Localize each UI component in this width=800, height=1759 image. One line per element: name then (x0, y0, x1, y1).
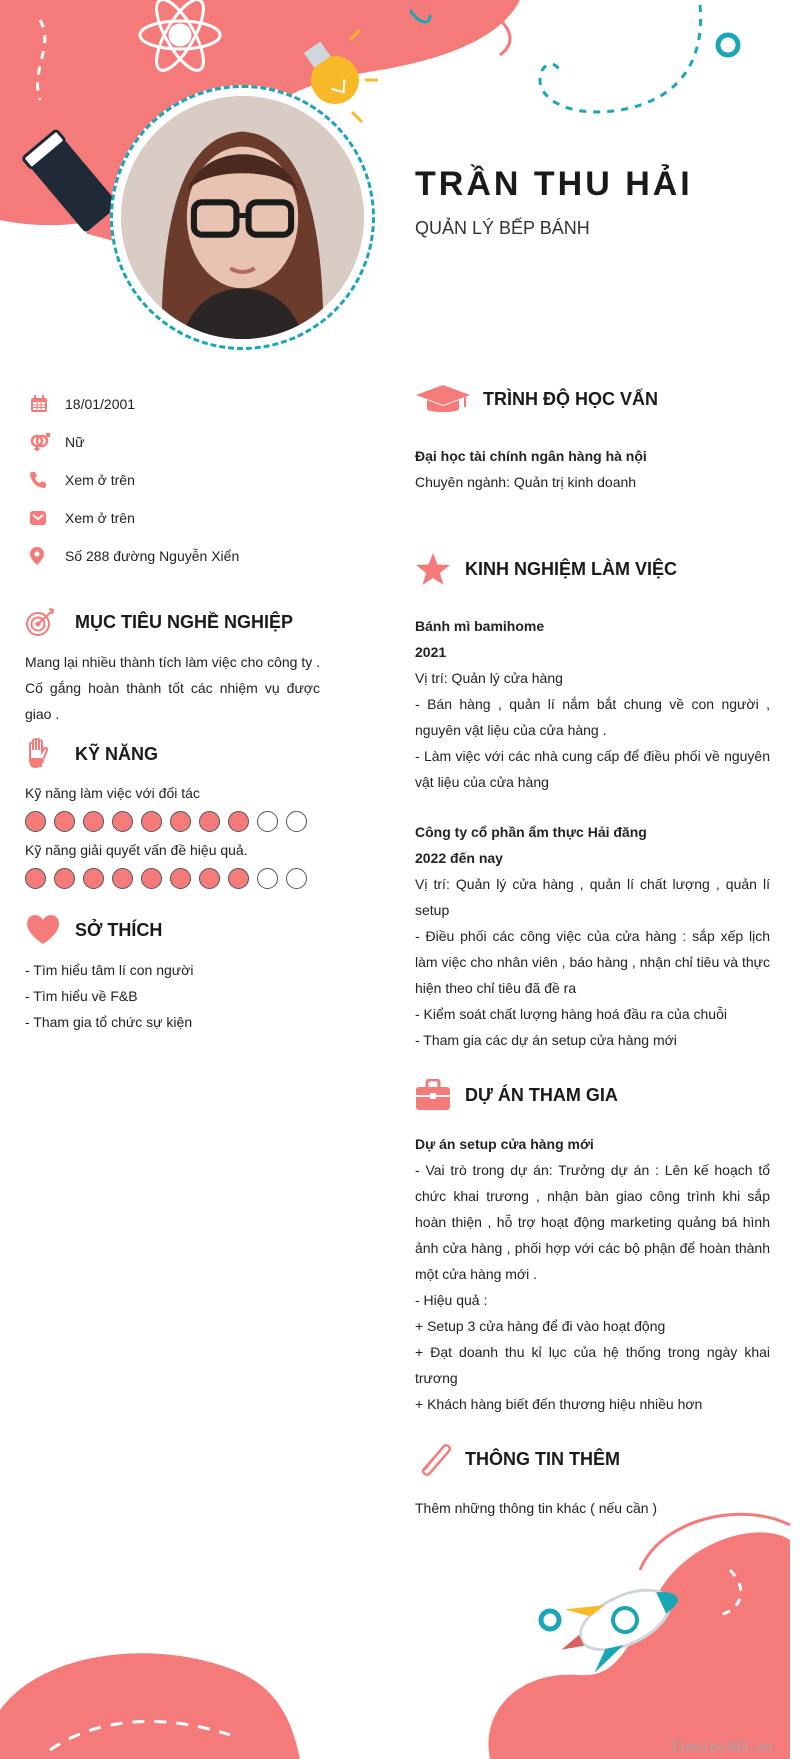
rating-dot (286, 811, 307, 832)
job-period: 2022 đến nay (415, 850, 503, 866)
rating-dot (25, 811, 46, 832)
projects-title: DỰ ÁN THAM GIA (465, 1084, 618, 1105)
star-icon (415, 552, 465, 586)
job-line: Vị trí: Quản lý cửa hàng (415, 670, 563, 686)
target-icon (25, 606, 75, 638)
job-company: Bánh mì bamihome (415, 618, 545, 634)
skill-rating (25, 811, 320, 832)
rating-dot (199, 868, 220, 889)
rating-dot (83, 811, 104, 832)
rating-dot (257, 868, 278, 889)
brand-watermark: Timviec365.vn (670, 1740, 772, 1755)
rating-dot (170, 868, 191, 889)
briefcase-icon (415, 1079, 465, 1111)
additional-heading (415, 1435, 770, 1483)
gender-icon (25, 432, 65, 452)
rating-dot (199, 811, 220, 832)
hobbies-heading (25, 909, 320, 951)
skill-item-2 (25, 842, 320, 889)
birthday-value: 18/01/2001 (65, 396, 136, 412)
experience-heading (415, 545, 770, 593)
project-line: + Khách hàng biết đến thương hiệu nhiều hơn (415, 1396, 703, 1412)
rating-dot (83, 868, 104, 889)
profile-photo (121, 96, 364, 339)
skill-label: Kỹ năng giải quyết vấn đề hiệu quả. (25, 842, 248, 858)
job-line: Vị trí: Quản lý cửa hàng , quản lí chất lượng , quản lí setup (415, 876, 770, 918)
graduation-cap-icon (415, 383, 483, 415)
hobbies-list (25, 957, 320, 1035)
hobby-item: - Tìm hiểu tâm lí con người (25, 962, 194, 978)
rating-dot (141, 811, 162, 832)
job-line: - Làm việc với các nhà cung cấp để điều phối về nguyên vật liệu của cửa hàng (415, 748, 770, 790)
job-line: - Bán hàng , quản lí nắm bắt chung về con người , nguyên vật liệu của cửa hàng . (415, 696, 770, 738)
contact-email (25, 499, 320, 537)
hobby-item: - Tìm hiểu về F&B (25, 988, 138, 1004)
education-title: TRÌNH ĐỘ HỌC VẤN (483, 388, 658, 409)
rating-dot (141, 868, 162, 889)
contact-address (25, 537, 320, 575)
top-decoration (0, 0, 800, 320)
additional-title: THÔNG TIN THÊM (465, 1448, 620, 1469)
heart-icon (25, 914, 75, 946)
calendar-icon (25, 394, 65, 414)
additional-text: Thêm những thông tin khác ( nếu cần ) (415, 1500, 658, 1516)
job-line: - Điều phối các công việc của cửa hàng : sắp xếp lịch làm việc cho nhân viên , báo hàng , nhận chỉ tiêu và thực hiện theo chỉ tiêu đã đề ra (415, 928, 770, 996)
school-name: Đại học tài chính ngân hàng hà nội (415, 448, 647, 464)
hobby-item: - Tham gia tổ chức sự kiện (25, 1014, 193, 1030)
project-line: - Vai trò trong dự án: Trưởng dự án : Lên kế hoạch tổ chức khai trương , nhận bàn giao công trình khi sắp hoàn thiện , hỗ trợ hoạt động marketing quảng bá hình ảnh cửa hàng , phối hợp với các bộ phận để hoàn thành một cửa hàng mới . (415, 1162, 770, 1282)
rating-dot (112, 868, 133, 889)
project-line: - Hiệu quả : (415, 1292, 488, 1308)
hand-icon (25, 738, 75, 770)
education-body (415, 443, 770, 495)
gender-value: Nữ (65, 434, 85, 450)
phone-value: Xem ở trên (65, 472, 135, 488)
job-2 (415, 819, 770, 1053)
skills-heading (25, 733, 320, 775)
major: Chuyên ngành: Quản trị kinh doanh (415, 474, 637, 490)
email-icon (25, 509, 65, 527)
project-line: + Setup 3 cửa hàng để đi vào hoạt động (415, 1318, 666, 1334)
skill-label: Kỹ năng làm việc với đối tác (25, 785, 200, 801)
rating-dot (228, 811, 249, 832)
contact-birthday (25, 385, 320, 423)
contact-phone (25, 461, 320, 499)
rating-dot (54, 868, 75, 889)
experience-title: KINH NGHIỆM LÀM VIỆC (465, 558, 678, 579)
contact-gender (25, 423, 320, 461)
left-column (25, 385, 320, 1035)
skill-rating (25, 868, 320, 889)
rating-dot (286, 868, 307, 889)
objective-title: MỤC TIÊU NGHỀ NGHIỆP (75, 611, 294, 632)
profile-photo-frame (110, 85, 375, 350)
right-column (415, 375, 770, 1521)
job-line: - Kiểm soát chất lượng hàng hoá đầu ra của chuỗi (415, 1006, 727, 1022)
bottom-decoration (0, 1480, 800, 1759)
objective-heading (25, 601, 320, 643)
project-name: Dự án setup cửa hàng mới (415, 1136, 594, 1152)
job-period: 2021 (415, 644, 447, 660)
project-body (415, 1131, 770, 1417)
rating-dot (170, 811, 191, 832)
phone-icon (25, 471, 65, 489)
hobbies-title: SỞ THÍCH (75, 919, 163, 940)
objective-text: Mang lại nhiều thành tích làm việc cho công ty . Cố gắng hoàn thành tốt các nhiệm vụ được giao . (25, 654, 320, 722)
rating-dot (257, 811, 278, 832)
address-value: Số 288 đường Nguyễn Xiển (65, 548, 240, 564)
skill-item-1 (25, 785, 320, 832)
candidate-name: TRẦN THU HẢI (415, 165, 693, 203)
job-line: - Tham gia các dự án setup cửa hàng mới (415, 1032, 677, 1048)
candidate-job-title: QUẢN LÝ BẾP BÁNH (415, 218, 590, 238)
location-icon (25, 546, 65, 566)
rating-dot (25, 868, 46, 889)
projects-heading (415, 1071, 770, 1119)
job-1 (415, 613, 770, 795)
rating-dot (112, 811, 133, 832)
education-heading (415, 375, 770, 423)
paperclip-icon (415, 1439, 465, 1479)
project-line: + Đạt doanh thu kỉ lục của hệ thống trong ngày khai trương (415, 1344, 770, 1386)
rating-dot (228, 868, 249, 889)
rating-dot (54, 811, 75, 832)
email-value: Xem ở trên (65, 510, 135, 526)
skills-title: KỸ NĂNG (75, 743, 159, 764)
job-company: Công ty cổ phần ẩm thực Hải đăng (415, 824, 647, 840)
